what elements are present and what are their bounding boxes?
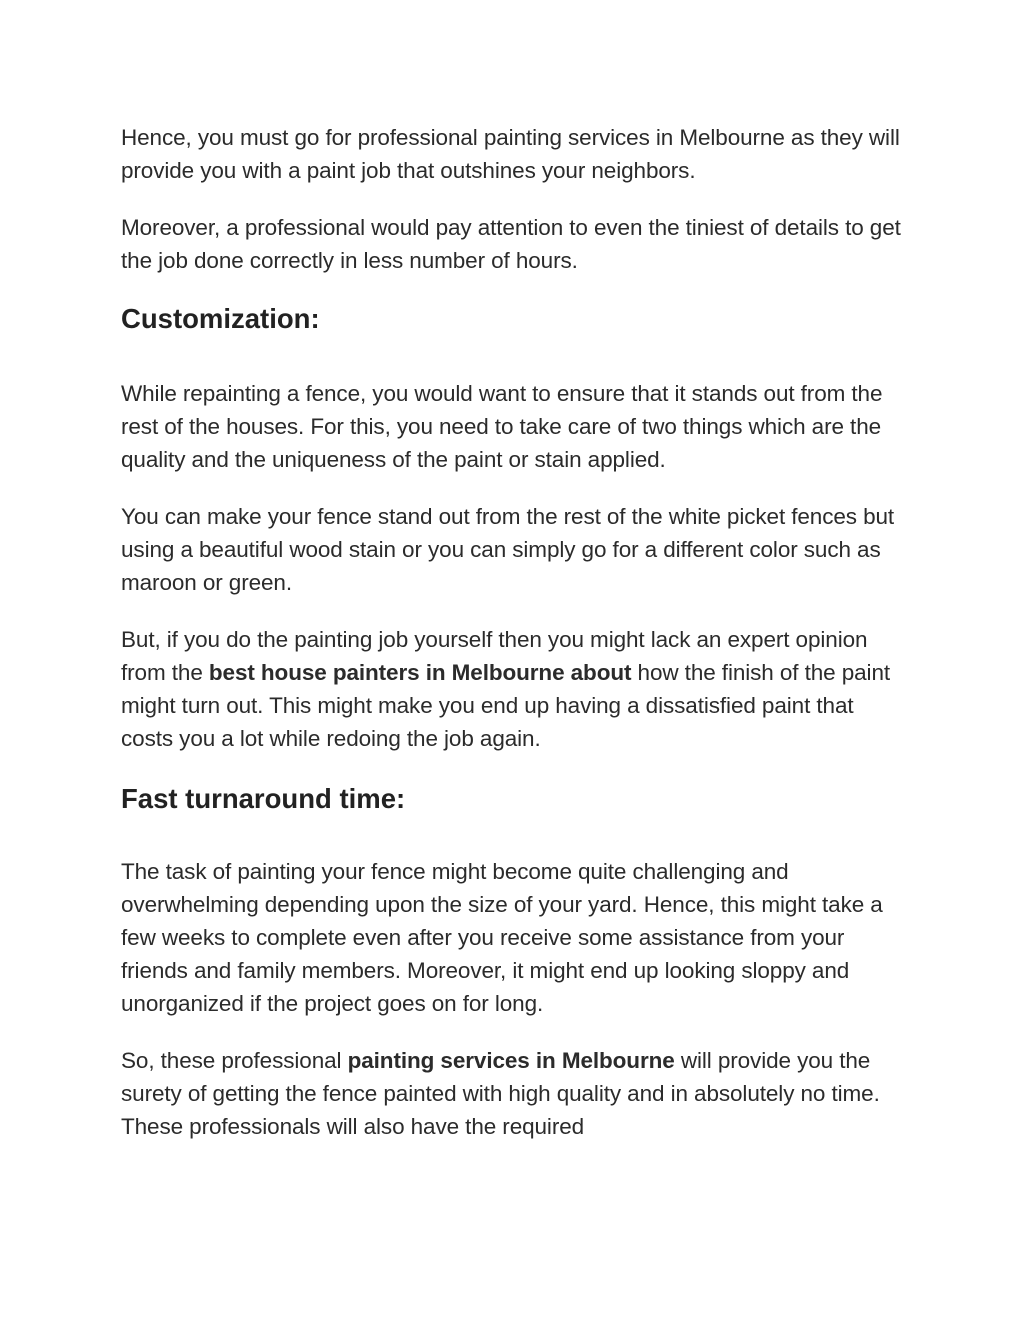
paragraph: Hence, you must go for professional painting services in Melbourne as they will provide you with a paint job that outshines your neighbors. xyxy=(121,125,900,183)
paragraph-text: So, these professional xyxy=(121,1048,348,1073)
paragraph: Moreover, a professional would pay attention to even the tiniest of details to get the job done correctly in less number of hours. xyxy=(121,215,901,273)
bold-keyword: painting services in Melbourne xyxy=(347,1048,675,1073)
paragraph: You can make your fence stand out from the rest of the white picket fences but using a beautiful wood stain or you can simply go for a different color such as maroon or green. xyxy=(121,504,895,595)
paragraph-text: how the finish of the paint might turn out. This might make you end up having a dissatisfied paint that costs you a lot while redoing the job again. xyxy=(121,660,891,751)
section-heading-fast-turnaround: Fast turnaround time: xyxy=(121,783,406,814)
document-page xyxy=(121,121,911,1167)
paragraph: While repainting a fence, you would want to ensure that it stands out from the rest of the houses. For this, you need to take care of two things which are the quality and the uniqueness of the paint or stain applied. xyxy=(121,381,883,472)
paragraph-text: But, if you do the painting job yourself then you might lack an expert opinion from the xyxy=(121,627,868,685)
paragraph xyxy=(121,623,911,755)
paragraph: The task of painting your fence might become quite challenging and overwhelming depending upon the size of your yard. Hence, this might take a few weeks to complete even after you receive some assistance from your friends and family members. Moreover, it might end up looking sloppy and unorganized if the project goes on for long. xyxy=(121,859,883,1016)
paragraph-text: will provide you the surety of getting the fence painted with high quality and in absolutely no time. These professionals will also have the required xyxy=(121,1048,880,1139)
bold-keyword: best house painters in Melbourne about xyxy=(208,660,632,685)
section-heading-customization: Customization: xyxy=(121,303,320,334)
paragraph xyxy=(121,1044,911,1143)
